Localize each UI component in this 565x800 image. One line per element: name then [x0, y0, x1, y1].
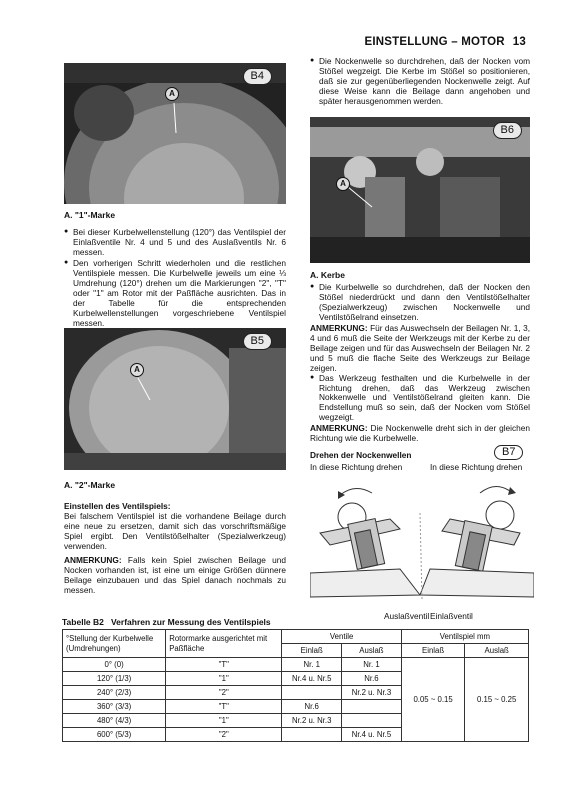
bullet-item: ● Den vorherigen Schritt wiederholen und die restlichen Ventilspiele messen. Die Kurbelwelle jeweils um eine ⅓ Umdrehung (120°) drehen um die Markierungen "2", "T" oder "1" am Rotor mit der Paßfläche ausrichten. Das in der Tabelle für die entsprechenden Kurbelwellenstellungen vorgeschriebene Ventilspiel messen.	[64, 259, 286, 329]
caption-b6: A. Kerbe	[310, 270, 345, 280]
photo-b4	[64, 63, 286, 204]
b7-intake-label: Einlaßventil	[430, 611, 473, 621]
cell-mark: "1"	[166, 714, 282, 728]
b7-title: Drehen der Nockenwellen	[310, 450, 412, 460]
marker-a-b5: A	[130, 363, 144, 377]
th-clearance: Ventilspiel mm	[401, 630, 528, 644]
b7-diagram	[310, 473, 534, 603]
th-valve-exhaust: Auslaß	[342, 644, 402, 658]
table-row	[63, 658, 529, 672]
right-instructions	[310, 283, 530, 444]
left-bullets	[64, 228, 286, 330]
cell-intake: Nr.6	[282, 700, 342, 714]
note2-label: ANMERKUNG:	[310, 423, 368, 434]
note-paragraph	[64, 556, 286, 596]
th-clear-exhaust: Auslaß	[465, 644, 529, 658]
cell-position: 480° (4/3)	[63, 714, 166, 728]
note-text: Falls kein Spiel zwischen Beilage und Nocken vorhanden ist, ist eine um einige Größen dünnere Beilage einzubauen und das Spiel danach nochmals zu messen.	[64, 554, 287, 595]
figure-tag-b6: B6	[493, 122, 522, 139]
note1-text: Für das Auswechseln der Beilagen Nr. 1, 3, 4 und 6 muß die Seite der Werkzeugs mit der Kerbe zu der Beilage zeigen und für das Auswechseln der Beilagen Nr. 2 und 5 muß die flache Seite des Werkzeugs zur Beilage zeigen.	[310, 322, 530, 373]
section-heading: Einstellen des Ventilspiels:	[64, 501, 171, 511]
cell-position: 240° (2/3)	[63, 686, 166, 700]
right-bullets-a	[310, 283, 530, 323]
cell-exhaust	[342, 700, 402, 714]
cell-exhaust: Nr.4 u. Nr.5	[342, 728, 402, 742]
note1-paragraph	[310, 324, 530, 374]
cell-mark: "2"	[166, 686, 282, 700]
cell-intake	[282, 686, 342, 700]
b7-right-label: In diese Richtung drehen	[430, 462, 523, 472]
table-label: Tabelle B2	[62, 617, 104, 627]
bullet-item: ● Die Kurbelwelle so durchdrehen, daß der Nocken den Stößel niederdrückt und dann den Ventilstößelhalter (Spezialwerkzeug) zwischen Nockenwelle und Ventilstößelrand einsetzen.	[310, 283, 530, 323]
marker-a-b6: A	[336, 177, 350, 191]
cell-position: 0° (0)	[63, 658, 166, 672]
table-title	[62, 617, 271, 627]
th-crank-position: °Stellung der Kurbelwelle (Umdrehungen)	[63, 630, 166, 658]
bullet-item: ● Das Werkzeug festhalten und die Kurbelwelle in der Richtung drehen, daß das Werkzeug zwischen Nokkenwelle und Ventilstößelrand gleiten kann. Die Endstellung muß so sein, daß der Nocken vom Stößel wegzeigt.	[310, 374, 530, 424]
figure-tag-b7: B7	[494, 445, 523, 460]
caption-b5: A. "2"-Marke	[64, 480, 116, 490]
cell-clearance-exhaust: 0.15 ~ 0.25	[465, 658, 529, 742]
note2-text: Die Nockenwelle dreht sich in der gleichen Richtung wie die Kurbelwelle.	[310, 423, 530, 444]
photo-b5	[64, 328, 286, 470]
cell-intake: Nr.2 u. Nr.3	[282, 714, 342, 728]
cell-exhaust	[342, 714, 402, 728]
caption-b4: A. "1"-Marke	[64, 210, 116, 220]
page-number: 13	[512, 36, 526, 48]
cell-exhaust: Nr. 1	[342, 658, 402, 672]
clearance-table	[62, 629, 529, 742]
cell-intake	[282, 728, 342, 742]
b7-exhaust-label: Auslaßventil	[384, 611, 430, 621]
adjust-paragraph: Bei falschem Ventilspiel ist die vorhandene Beilage durch eine neue zu ersetzen, damit sich das vorschriftsmäßige Spiel ergibt. Den Ventilstößelhalter (Spezialwerkzeug) verwenden.	[64, 510, 286, 551]
cell-mark: "T"	[166, 658, 282, 672]
th-valve-intake: Einlaß	[282, 644, 342, 658]
th-clear-intake: Einlaß	[401, 644, 465, 658]
cell-mark: "1"	[166, 672, 282, 686]
table-caption: Verfahren zur Messung des Ventilspiels	[110, 617, 271, 627]
cell-position: 600° (5/3)	[63, 728, 166, 742]
cell-position: 120° (1/3)	[63, 672, 166, 686]
th-rotor-mark: Rotormarke ausgerichtet mit Paßfläche	[166, 630, 282, 658]
bullet-item: ● Bei dieser Kurbelwellenstellung (120°) das Ventilspiel der Einlaßventile Nr. 4 und 5 und des Auslaßventils Nr. 6 messen.	[64, 228, 286, 258]
cell-exhaust: Nr.2 u. Nr.3	[342, 686, 402, 700]
marker-a-b4: A	[165, 87, 179, 101]
cell-mark: "2"	[166, 728, 282, 742]
cell-intake: Nr.4 u. Nr.5	[282, 672, 342, 686]
figure-tag-b5: B5	[243, 333, 272, 350]
page-header	[364, 36, 526, 50]
adjust-section	[64, 502, 286, 596]
cell-mark: "T"	[166, 700, 282, 714]
b7-left-label: In diese Richtung drehen	[310, 462, 403, 472]
note1-label: ANMERKUNG:	[310, 322, 368, 333]
cell-intake: Nr. 1	[282, 658, 342, 672]
note-label: ANMERKUNG:	[64, 554, 122, 565]
figure-tag-b4: B4	[243, 68, 272, 85]
cell-position: 360° (3/3)	[63, 700, 166, 714]
right-bullet-top	[310, 57, 530, 108]
right-bullets-b	[310, 374, 530, 424]
cell-exhaust: Nr.6	[342, 672, 402, 686]
th-valves: Ventile	[282, 630, 401, 644]
header-title: EINSTELLUNG – MOTOR	[364, 36, 505, 48]
cell-clearance-intake: 0.05 ~ 0.15	[401, 658, 465, 742]
photo-b6	[310, 117, 530, 263]
bullet-item: ● Die Nockenwelle so durchdrehen, daß der Nocken vom Stößel wegzeigt. Die Kerbe im Stößel so positionieren, daß sie zur gegenüberliegenden Nockenwelle zeigt. Auf diese Weise kann die Beilage dann angehoben und später herausgenommen werden.	[310, 57, 530, 107]
note2-paragraph	[310, 424, 530, 444]
